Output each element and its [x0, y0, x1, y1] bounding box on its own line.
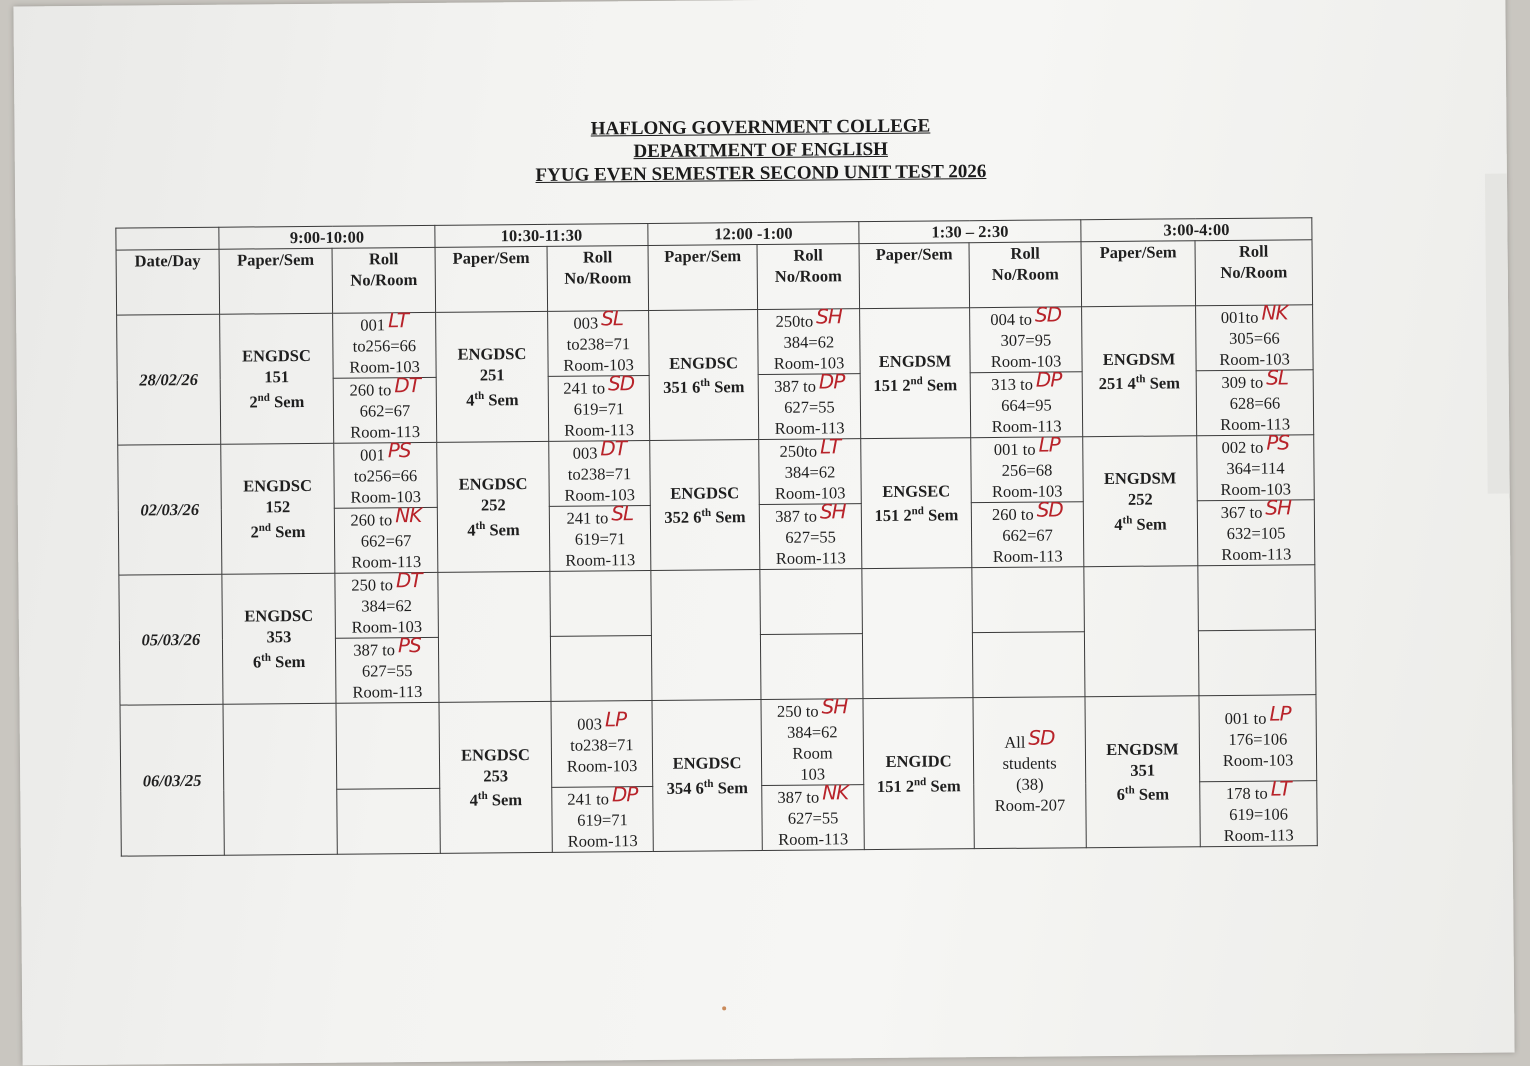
header-blank [116, 227, 219, 250]
paper-sem-cell [436, 311, 549, 442]
roll-cell [973, 697, 1086, 849]
paper-sem-cell [649, 310, 759, 441]
roll-range-start: 387 to [774, 376, 816, 396]
roll-line: 662=67 [1002, 525, 1053, 545]
paper-line: 352 6th Sem [664, 507, 746, 528]
invigilator-initials: SD [1034, 302, 1062, 327]
table-row [118, 435, 1315, 510]
paper-line: ENGDSM [1106, 739, 1179, 759]
roll-line: Room-113 [991, 416, 1062, 437]
roll-range-start: 250 to [776, 701, 819, 721]
department-name: DEPARTMENT OF ENGLISH [633, 138, 889, 163]
header-sub-row [116, 240, 1313, 315]
roll-cell [758, 304, 861, 375]
invigilator-initials: DP [818, 369, 845, 394]
paper-sem-header: Paper/Sem [859, 243, 970, 309]
roll-range-start: 260 to [350, 510, 393, 530]
roll-line: Room-103 [1219, 349, 1290, 370]
roll-line: to238=71 [566, 334, 631, 354]
roll-line: 628=66 [1229, 393, 1281, 413]
roll-range-start: 001 [360, 315, 386, 335]
roll-range-start: 004 to [990, 309, 1033, 330]
roll-line: 627=55 [785, 527, 836, 547]
paper-sem-cell [221, 443, 335, 574]
invigilator-initials: SH [819, 499, 846, 524]
roll-header: Roll No/Room [332, 247, 436, 313]
paper-sem-cell [1084, 566, 1199, 697]
paper-line: 4th Sem [466, 389, 519, 410]
invigilator-initials: SH [821, 694, 848, 719]
roll-line: to238=71 [570, 734, 634, 755]
paper-line: ENGDSC [241, 346, 311, 366]
roll-line: Room-103 [1220, 479, 1292, 500]
roll-line: 256=68 [1001, 460, 1053, 480]
paper-line: 2nd Sem [250, 521, 306, 542]
roll-cell [552, 782, 654, 852]
paper-line: 4th Sem [1114, 514, 1167, 534]
invigilator-initials: LT [1270, 776, 1291, 801]
paper-line: 252 [1127, 489, 1153, 510]
paper-sem-cell [223, 703, 337, 855]
paper-sem-cell [1083, 436, 1198, 567]
college-name: HAFLONG GOVERNMENT COLLEGE [590, 115, 931, 140]
document-title [14, 110, 1507, 192]
roll-line: Room-103 [1222, 749, 1294, 770]
invigilator-initials: LP [1038, 432, 1060, 457]
roll-cell [972, 567, 1085, 633]
timetable-body [117, 300, 1318, 856]
paper-line: 151 2nd Sem [873, 375, 958, 396]
roll-cell [971, 497, 1084, 568]
date-cell: 28/02/26 [117, 314, 221, 445]
paper-line: ENGDSC [244, 606, 314, 626]
roll-cell [548, 371, 650, 441]
exam-name: FYUG EVEN SEMESTER SECOND UNIT TEST 2026 [535, 161, 987, 186]
roll-cell [1198, 630, 1316, 696]
roll-cell [970, 367, 1083, 438]
roll-line: to256=66 [353, 466, 418, 486]
paper-line: 251 [479, 365, 505, 385]
roll-line: Room-103 [350, 486, 422, 507]
roll-line: (38) [1015, 774, 1044, 794]
roll-cell [1197, 495, 1315, 566]
paper-line: 152 [265, 497, 291, 517]
paper-sem-cell [860, 308, 971, 439]
paper-line: ENGDSM [1103, 468, 1177, 489]
paper-line: 6th Sem [1116, 784, 1170, 805]
table-row [119, 565, 1316, 640]
roll-line: Room-103 [774, 483, 846, 503]
roll-cell [761, 694, 864, 786]
paper-line: 351 [1130, 760, 1156, 780]
paper-sem-header: Paper/Sem [219, 248, 333, 314]
invigilator-initials: LP [604, 706, 627, 731]
paper-sem-cell [650, 440, 760, 571]
invigilator-initials: SD [607, 371, 635, 396]
roll-line: 619=71 [573, 399, 625, 419]
paper-line: ENGDSC [670, 482, 740, 503]
roll-line: Room-103 [773, 353, 845, 373]
roll-line: 627=55 [361, 661, 413, 681]
paper-line: ENGDSC [243, 476, 313, 496]
paper-sem-cell [651, 570, 761, 701]
roll-line: Room-113 [1220, 414, 1291, 435]
invigilator-initials: NK [822, 780, 849, 805]
roll-range-start: All [1004, 732, 1026, 752]
roll-range-start: 313 to [991, 374, 1033, 395]
roll-cell [1196, 365, 1314, 436]
date-cell: 05/03/26 [119, 574, 223, 705]
paper-sem-cell [439, 701, 552, 853]
invigilator-initials: DT [395, 567, 422, 593]
paper-line: ENGDSC [458, 474, 528, 494]
roll-line: to256=66 [352, 336, 417, 356]
invigilator-initials: PS [387, 438, 411, 463]
paper-line: 151 [264, 367, 290, 387]
roll-line: Room-103 [351, 616, 423, 637]
roll-cell [759, 499, 862, 570]
roll-line: 307=95 [1000, 330, 1052, 350]
roll-cell [336, 702, 440, 789]
roll-cell [550, 570, 652, 636]
invigilator-initials: SL [601, 306, 624, 331]
paper-line: 4th Sem [469, 790, 523, 810]
roll-cell [335, 633, 439, 703]
roll-cell [1198, 565, 1316, 631]
roll-line: 384=62 [361, 596, 413, 616]
roll-cell [334, 438, 438, 508]
paper-sem-cell [861, 438, 972, 569]
paper-line: 351 6th Sem [663, 377, 745, 398]
roll-cell [1199, 695, 1317, 782]
roll-line: Room-113 [352, 681, 423, 702]
date-day-header: Date/Day [116, 249, 220, 315]
paper-line: 2nd Sem [249, 391, 305, 412]
roll-cell [759, 434, 862, 505]
roll-line: Room-207 [994, 794, 1066, 815]
roll-range-start: 003 [577, 713, 603, 734]
paper-line: ENGDSC [669, 352, 739, 373]
roll-line: 619=71 [577, 810, 628, 830]
paper-sem-header: Paper/Sem [1081, 241, 1196, 307]
roll-line: Room-113 [565, 550, 636, 570]
roll-cell [548, 306, 650, 376]
paper-sem-cell [652, 700, 762, 852]
roll-line: Room-103 [990, 351, 1062, 372]
invigilator-initials: PS [1266, 430, 1290, 455]
paper-line: ENGDSM [878, 351, 952, 371]
roll-line: students [1002, 752, 1057, 773]
paper-line: 4th Sem [467, 519, 520, 540]
invigilator-initials: DT [394, 372, 421, 398]
roll-line: Room-113 [775, 548, 846, 568]
date-cell: 02/03/26 [118, 444, 222, 575]
roll-header: Roll No/Room [1195, 240, 1313, 306]
invigilator-initials: SH [816, 304, 842, 329]
roll-cell [970, 302, 1083, 373]
invigilator-initials: SD [1028, 724, 1055, 750]
roll-cell [335, 567, 439, 638]
roll-range-start: 260 to [349, 380, 392, 400]
roll-cell [551, 700, 653, 787]
roll-cell [971, 432, 1084, 503]
roll-range-start: 001 [360, 445, 385, 465]
roll-range-start: 002 to [1221, 437, 1264, 458]
roll-line: Room-113 [1223, 825, 1294, 845]
paper-sem-cell [437, 441, 550, 572]
invigilator-initials: LT [820, 434, 841, 459]
paper-line: ENGDSC [460, 744, 530, 765]
roll-cell [758, 369, 861, 440]
roll-cell [1200, 776, 1318, 847]
invigilator-initials: LT [387, 308, 409, 333]
roll-cell [760, 634, 863, 700]
paper-line: ENGDSM [1102, 349, 1176, 369]
paper-line: ENGDSC [457, 344, 527, 364]
roll-range-start: 241 to [563, 378, 606, 398]
roll-range-start: 309 to [1221, 372, 1264, 393]
invigilator-initials: NK [395, 502, 422, 528]
slot-header: 1:30 – 2:30 [859, 220, 1081, 244]
invigilator-initials: DP [611, 782, 638, 807]
roll-line: Room-103 [564, 485, 636, 505]
roll-line: Room-113 [351, 551, 422, 572]
paper-line: 151 2nd Sem [874, 505, 959, 526]
paper-sem-cell [222, 573, 336, 704]
roll-range-start: 367 to [1220, 502, 1263, 523]
paper-sheet [13, 0, 1514, 1065]
paper-sem-cell [1082, 306, 1197, 437]
invigilator-initials: SL [611, 501, 634, 526]
paper-sem-cell [863, 698, 974, 850]
roll-cell [549, 501, 651, 571]
paper-sem-cell [438, 571, 551, 702]
paper-sem-cell [220, 313, 334, 444]
invigilator-initials: SD [1036, 497, 1063, 522]
roll-range-start: 387 to [777, 787, 820, 807]
roll-range-start: 001to [1220, 307, 1259, 328]
paper-sem-cell [862, 568, 973, 699]
roll-line: 627=55 [784, 397, 835, 417]
roll-line: 632=105 [1226, 523, 1286, 543]
roll-line: 103 [800, 764, 826, 784]
roll-range-start: 250to [775, 311, 814, 331]
roll-range-start: 003 [572, 443, 598, 463]
roll-cell [1196, 300, 1314, 371]
table-row [120, 695, 1317, 791]
invigilator-initials: DP [1035, 367, 1062, 392]
roll-cell [760, 569, 863, 635]
roll-cell [762, 780, 865, 851]
paper-line: 252 [480, 495, 506, 515]
table-row [117, 305, 1314, 380]
roll-cell [337, 788, 441, 854]
paper-line: ENGSEC [882, 481, 951, 501]
roll-line: Room [792, 743, 833, 763]
roll-range-start: 387 to [775, 506, 817, 526]
roll-range-start: 001 to [993, 439, 1036, 459]
roll-line: Room-103 [991, 481, 1063, 502]
roll-header: Roll No/Room [547, 246, 649, 312]
roll-header: Roll No/Room [757, 244, 860, 310]
roll-range-start: 260 to [991, 504, 1034, 525]
paper-line: 354 6th Sem [666, 777, 749, 798]
roll-line: 176=106 [1228, 728, 1288, 749]
roll-line: Room-103 [566, 755, 638, 776]
invigilator-initials: DT [600, 436, 627, 461]
slot-header: 3:00-4:00 [1081, 218, 1312, 242]
slot-header: 10:30-11:30 [435, 224, 648, 248]
paper-line: 251 4th Sem [1098, 373, 1181, 394]
roll-line: Room-113 [564, 420, 635, 440]
paper-line: 253 [483, 765, 509, 786]
roll-line: 664=95 [1001, 395, 1052, 415]
invigilator-initials: PS [397, 633, 421, 658]
paper-line: 353 [266, 627, 292, 647]
paper-line: ENGDSC [672, 753, 742, 774]
roll-range-start: 241 to [566, 508, 609, 528]
paper-sem-header: Paper/Sem [648, 245, 758, 311]
roll-range-start: 178 to [1225, 783, 1268, 803]
roll-line: Room-103 [563, 355, 634, 375]
roll-line: 619=106 [1229, 804, 1289, 824]
roll-line: 619=71 [574, 529, 626, 549]
roll-line: Room-113 [992, 546, 1063, 567]
roll-line: 384=62 [784, 462, 836, 482]
roll-range-start: 001 to [1224, 708, 1267, 728]
roll-line: 662=67 [360, 531, 412, 551]
roll-line: 627=55 [787, 808, 839, 828]
slot-header: 12:00 -1:00 [648, 222, 859, 246]
roll-range-start: 003 [573, 313, 599, 333]
side-strip [1485, 174, 1510, 494]
roll-line: Room-103 [349, 356, 420, 377]
date-cell: 06/03/25 [120, 704, 224, 856]
paper-line: 6th Sem [252, 651, 306, 672]
roll-range-start: 241 to [567, 789, 610, 809]
roll-line: Room-113 [567, 831, 638, 851]
roll-line: Room-113 [1221, 544, 1292, 565]
invigilator-initials: SH [1265, 495, 1292, 520]
roll-line: Room-113 [774, 418, 845, 438]
timetable [115, 217, 1318, 856]
roll-cell [333, 308, 437, 378]
roll-header: Roll No/Room [969, 242, 1082, 308]
roll-cell [334, 502, 438, 573]
roll-line: 662=67 [359, 401, 411, 421]
roll-cell [972, 632, 1085, 698]
roll-range-start: 250 to [351, 575, 394, 595]
roll-line: to238=71 [567, 464, 632, 484]
roll-cell [550, 635, 652, 701]
invigilator-initials: SL [1266, 365, 1289, 390]
paper-sem-header: Paper/Sem [435, 246, 548, 312]
roll-range-start: 387 to [353, 640, 396, 660]
roll-line: Room-113 [350, 421, 421, 442]
roll-line: Room-113 [778, 829, 849, 849]
roll-line: 384=62 [786, 722, 838, 742]
roll-cell [549, 436, 651, 506]
invigilator-initials: NK [1261, 300, 1288, 325]
roll-cell [333, 372, 437, 443]
paper-line: 151 2nd Sem [876, 775, 961, 796]
roll-cell [1197, 430, 1315, 501]
roll-range-start: 250to [779, 441, 818, 461]
invigilator-initials: LP [1269, 700, 1291, 726]
slot-header: 9:00-10:00 [219, 225, 435, 249]
roll-line: 305=66 [1229, 328, 1280, 348]
paper-mark [722, 1006, 726, 1010]
paper-line: ENGIDC [885, 751, 952, 772]
roll-line: 384=62 [783, 332, 835, 352]
paper-sem-cell [1085, 696, 1200, 848]
roll-line: 364=114 [1226, 458, 1285, 478]
